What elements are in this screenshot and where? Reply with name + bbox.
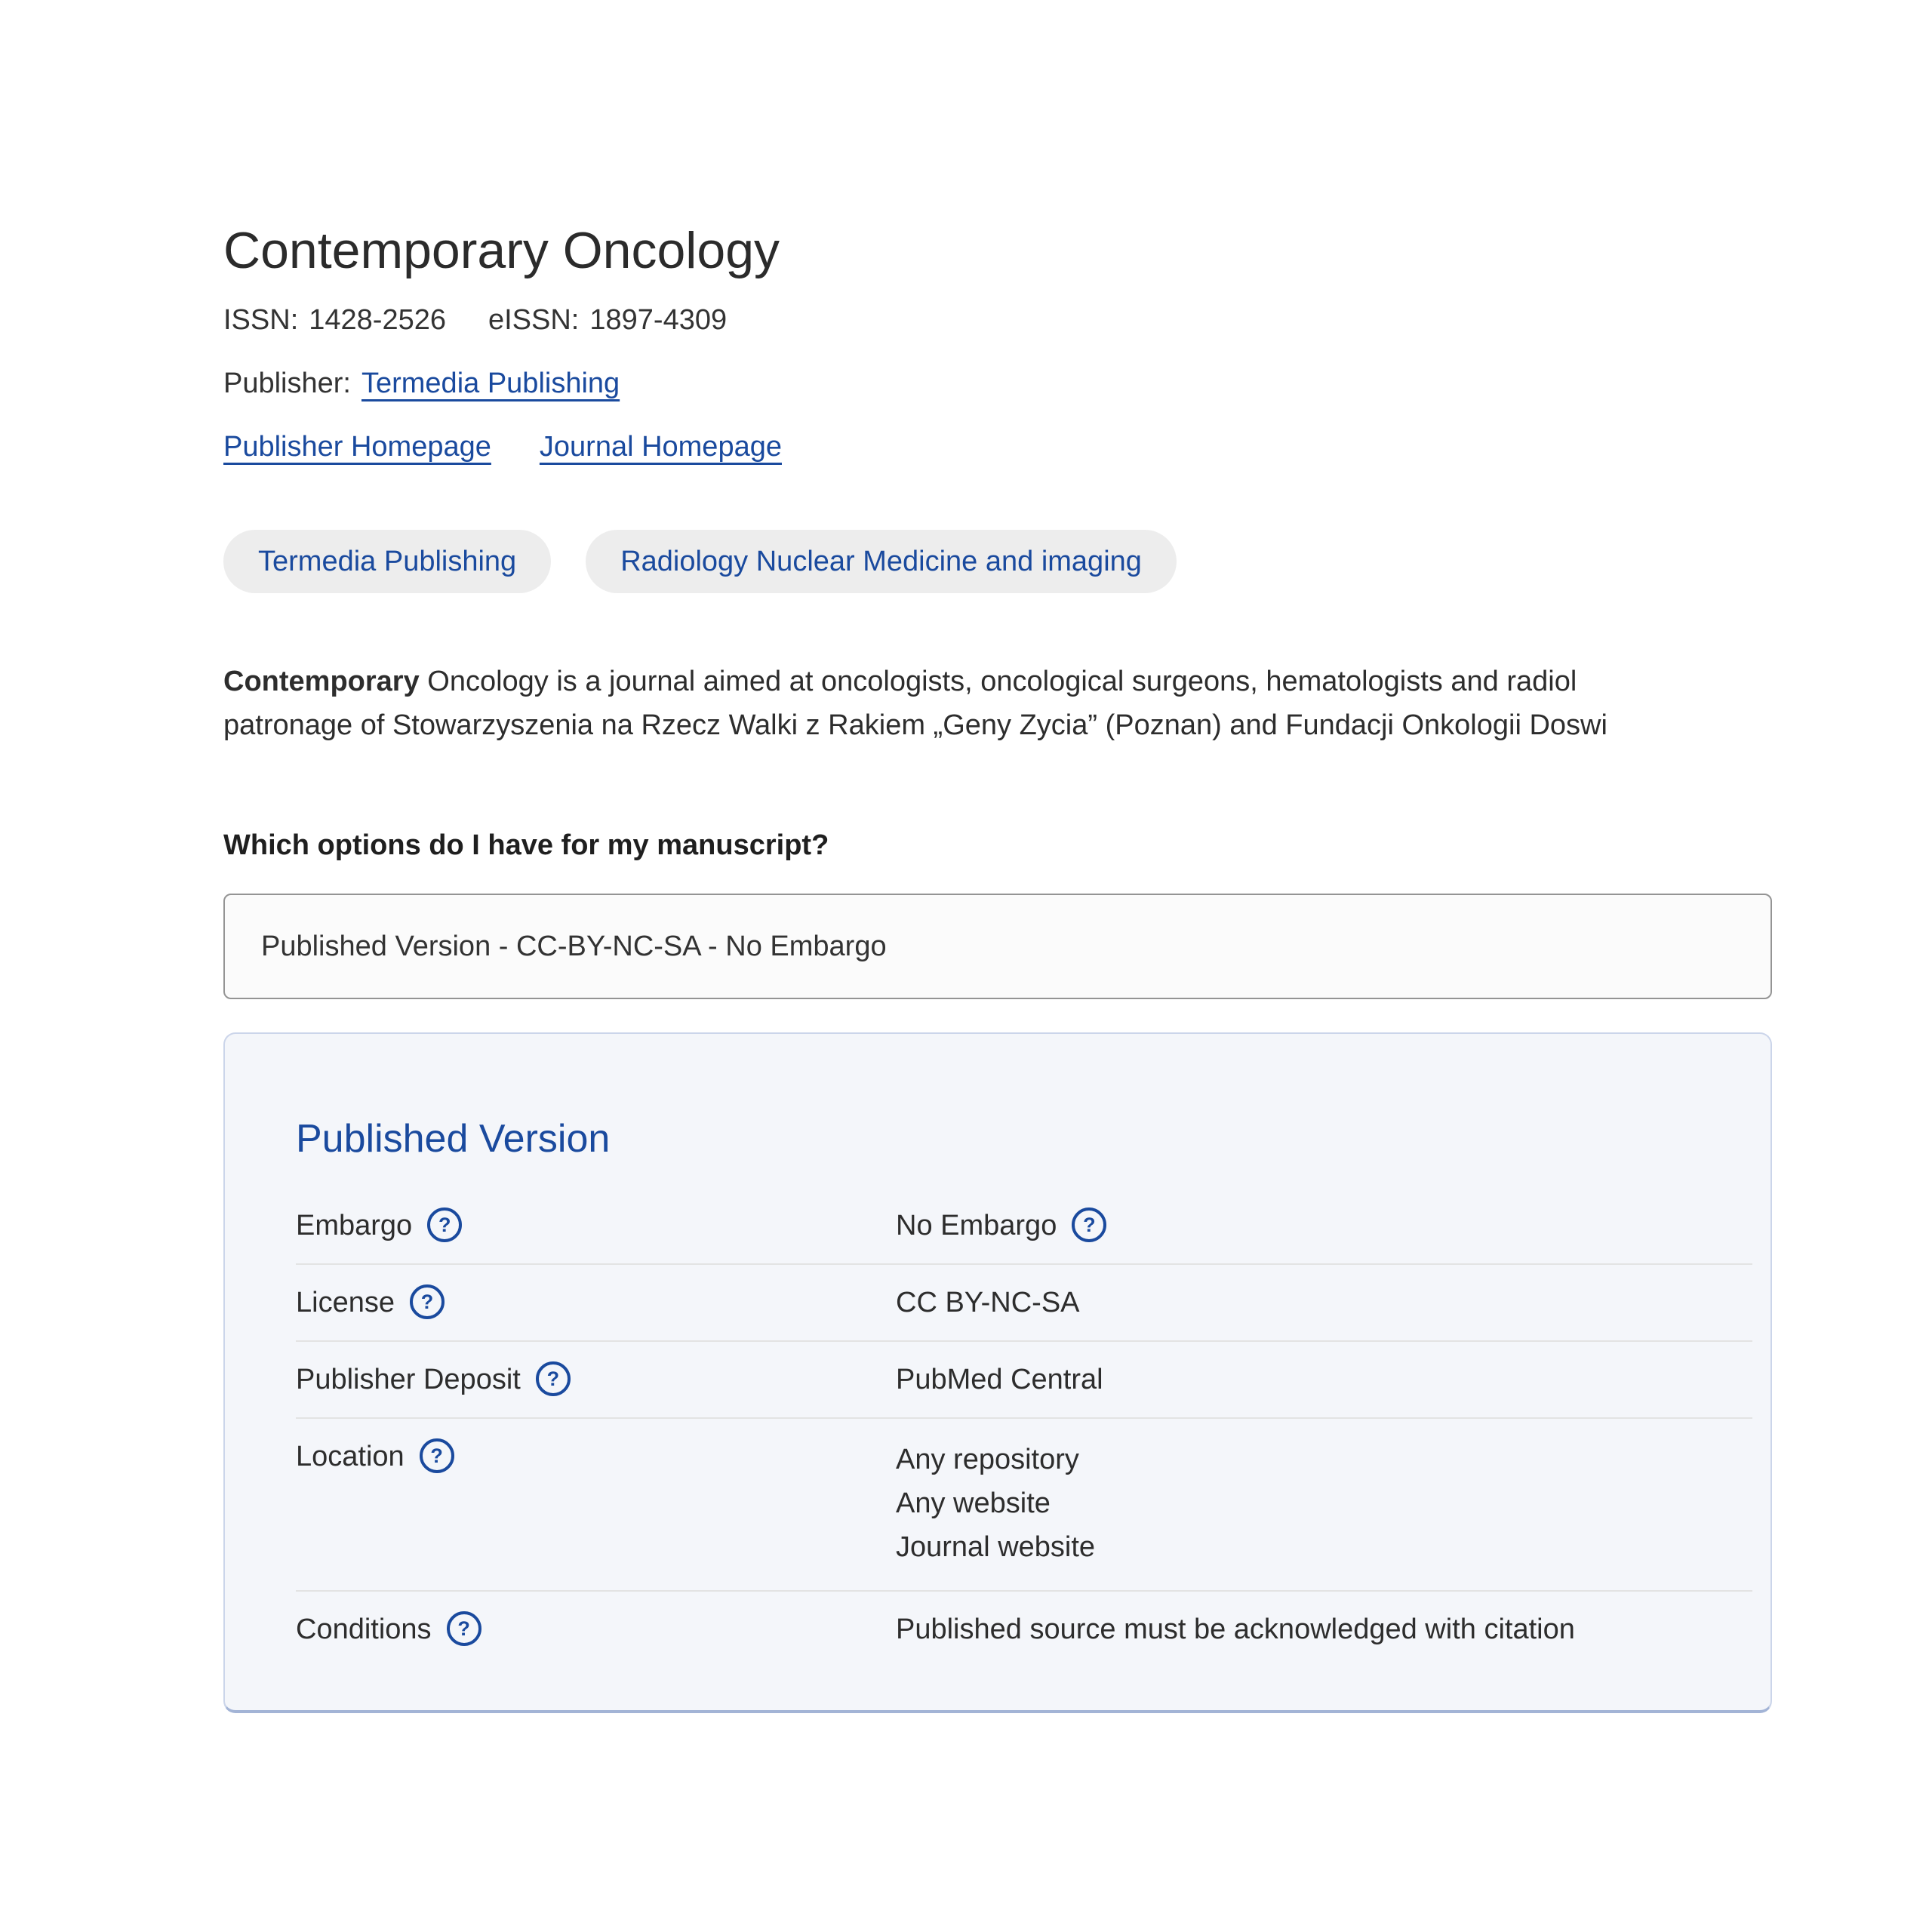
homepage-links-row [223, 429, 1772, 465]
manuscript-options-question: Which options do I have for my manuscript? [223, 829, 829, 861]
table-row-conditions [296, 1590, 1752, 1667]
publisher-homepage-link[interactable]: Publisher Homepage [223, 431, 491, 463]
tag-pill-publisher[interactable]: Termedia Publishing [223, 530, 551, 593]
location-value-cell [896, 1438, 1095, 1569]
location-value-3: Journal website [896, 1531, 1096, 1563]
main-content [223, 0, 1772, 1713]
license-value-cell [896, 1284, 1080, 1321]
conditions-value-cell [896, 1611, 1575, 1648]
conditions-value: Published source must be acknowledged with citation [896, 1614, 1575, 1645]
publisher-label: Publisher: [223, 368, 351, 399]
location-label: Location [296, 1441, 405, 1472]
table-row-license [296, 1263, 1752, 1340]
publisher-deposit-value: PubMed Central [896, 1364, 1103, 1395]
policy-rows [296, 1188, 1752, 1667]
issn-value: 1428-2526 [309, 304, 446, 336]
publisher-deposit-label-cell [296, 1361, 896, 1398]
eissn-pair [488, 302, 727, 338]
tag-pill-subject[interactable]: Radiology Nuclear Medicine and imaging [586, 530, 1177, 593]
license-label-cell [296, 1284, 896, 1321]
description-bold-word: Contemporary [223, 666, 420, 697]
table-row-embargo [296, 1188, 1752, 1263]
publisher-deposit-label: Publisher Deposit [296, 1364, 521, 1395]
conditions-label: Conditions [296, 1614, 432, 1645]
journal-description [223, 660, 1772, 747]
table-row-location [296, 1417, 1752, 1590]
help-icon[interactable]: ? [427, 1208, 462, 1242]
help-icon[interactable]: ? [447, 1611, 481, 1646]
eissn-label: eISSN: [488, 304, 580, 336]
help-icon[interactable]: ? [536, 1361, 571, 1396]
journal-homepage-link[interactable]: Journal Homepage [539, 431, 782, 463]
embargo-value: No Embargo [896, 1210, 1057, 1241]
conditions-label-cell [296, 1611, 896, 1648]
embargo-value-cell [896, 1207, 1106, 1244]
issn-label: ISSN: [223, 304, 299, 336]
help-icon[interactable]: ? [410, 1284, 445, 1319]
tag-list [223, 530, 1772, 593]
embargo-label: Embargo [296, 1210, 413, 1241]
table-row-publisher-deposit [296, 1340, 1752, 1417]
license-label: License [296, 1287, 395, 1318]
page-title: Contemporary Oncology [223, 222, 780, 279]
publisher-row [223, 365, 1772, 401]
embargo-label-cell [296, 1207, 896, 1244]
version-dropdown-value: Published Version - CC-BY-NC-SA - No Embargo [261, 930, 887, 962]
eissn-value: 1897-4309 [589, 304, 728, 336]
card-title: Published Version [296, 1117, 611, 1161]
location-value-2: Any website [896, 1487, 1051, 1519]
location-label-cell [296, 1438, 896, 1475]
license-value: CC BY-NC-SA [896, 1287, 1080, 1318]
help-icon[interactable]: ? [1072, 1208, 1106, 1242]
issn-row [223, 302, 1772, 338]
publisher-link[interactable]: Termedia Publishing [361, 368, 620, 399]
description-line-1-rest: Oncology is a journal aimed at oncologists, oncological surgeons, hematologists and radiol [419, 666, 1577, 697]
description-line-1 [223, 660, 1772, 703]
published-version-card [223, 1032, 1772, 1713]
help-icon[interactable]: ? [420, 1438, 454, 1473]
location-value-1: Any repository [896, 1444, 1079, 1475]
issn-pair [223, 302, 446, 338]
publisher-deposit-value-cell [896, 1361, 1103, 1398]
description-line-2: patronage of Stowarzyszenia na Rzecz Walki z Rakiem „Geny Zycia” (Poznan) and Fundacji Onkologii Doswi [223, 709, 1607, 741]
version-dropdown[interactable] [223, 894, 1772, 999]
